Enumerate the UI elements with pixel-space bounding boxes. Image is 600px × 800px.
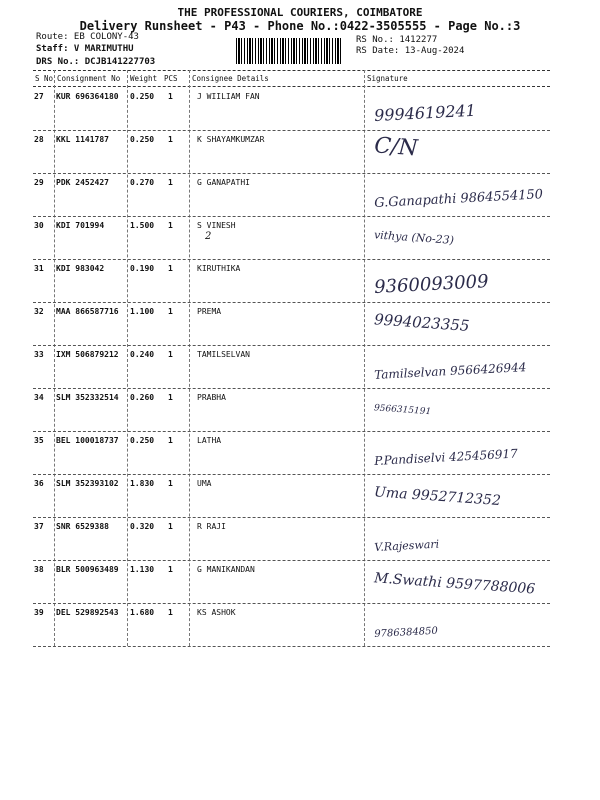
- row-weight: 1.100: [130, 307, 155, 316]
- col-header-sno: S No: [35, 74, 54, 83]
- row-consignee: G GANAPATHI: [197, 178, 250, 187]
- row-consignment-no: PDK 2452427: [56, 178, 109, 187]
- row-consignee: K SHAYAMKUMZAR: [197, 135, 265, 144]
- signature-text: V.Rajeswari: [373, 537, 440, 555]
- col-header-consignment: Consignment No: [57, 74, 121, 83]
- signature-text: M.Swathi 9597788006: [373, 570, 536, 598]
- row-sno: 38: [34, 565, 44, 574]
- row-weight: 0.250: [130, 92, 155, 101]
- row-sno: 34: [34, 393, 44, 402]
- row-pcs: 1: [168, 307, 173, 316]
- handwritten-signature: [370, 133, 570, 173]
- table-row: [0, 217, 600, 260]
- col-header-pcs: PCS: [164, 74, 178, 83]
- col-header-weight: Weight: [130, 74, 158, 83]
- row-consignment-no: SLM 352393102: [56, 479, 119, 488]
- row-sno: 28: [34, 135, 44, 144]
- handwritten-signature: [370, 606, 570, 646]
- row-sno: 36: [34, 479, 44, 488]
- table-row: [0, 303, 600, 346]
- handwritten-signature: [370, 434, 570, 474]
- header-bottom-rule: [33, 86, 550, 87]
- handwritten-signature: [370, 219, 570, 259]
- row-sno: 30: [34, 221, 44, 230]
- handwritten-signature: [370, 563, 570, 603]
- row-consignee: UMA: [197, 479, 212, 488]
- row-sno: 29: [34, 178, 44, 187]
- signature-text: 9786384850: [374, 625, 439, 641]
- row-weight: 1.130: [130, 565, 155, 574]
- row-consignee: KS ASHOK: [197, 608, 236, 617]
- row-consignment-no: SLM 352332514: [56, 393, 119, 402]
- barcode: [236, 38, 342, 64]
- row-consignment-no: DEL 529892543: [56, 608, 119, 617]
- row-consignee: G MANIKANDAN: [197, 565, 255, 574]
- header-top-rule: [33, 70, 550, 71]
- handwritten-signature: [370, 262, 570, 302]
- rs-date: RS Date: 13-Aug-2024: [356, 46, 465, 56]
- row-weight: 0.270: [130, 178, 155, 187]
- row-consignee: R RAJI: [197, 522, 226, 531]
- row-consignment-no: SNR 6529388: [56, 522, 109, 531]
- row-weight: 0.320: [130, 522, 155, 531]
- signature-text: Tamilselvan 9566426944: [373, 360, 527, 383]
- rs-number: RS No.: 1412277: [356, 35, 438, 45]
- row-pcs: 1: [168, 350, 173, 359]
- handwritten-signature: [370, 90, 570, 130]
- route-label: Route: EB COLONY-43: [36, 32, 139, 42]
- row-sno: 31: [34, 264, 44, 273]
- staff-label: Staff: V MARIMUTHU: [36, 44, 134, 54]
- table-row: [0, 88, 600, 131]
- row-sno: 39: [34, 608, 44, 617]
- row-sno: 37: [34, 522, 44, 531]
- col-header-signature: Signature: [367, 74, 408, 83]
- row-pcs: 1: [168, 135, 173, 144]
- row-pcs: 1: [168, 608, 173, 617]
- handwritten-signature: [370, 348, 570, 388]
- row-consignee: S VINESH: [197, 221, 236, 230]
- signature-text: vithya (No-23): [373, 228, 455, 247]
- company-title: THE PROFESSIONAL COURIERS, COIMBATORE: [177, 6, 423, 19]
- signature-text: Uma 9952712352: [373, 484, 502, 510]
- handwritten-signature: [370, 305, 570, 345]
- row-pcs: 1: [168, 178, 173, 187]
- row-pcs: 1: [168, 92, 173, 101]
- row-consignment-no: IXM 506879212: [56, 350, 119, 359]
- row-pcs: 1: [168, 221, 173, 230]
- row-pcs: 1: [168, 436, 173, 445]
- row-sno: 35: [34, 436, 44, 445]
- row-consignment-no: MAA 866587716: [56, 307, 119, 316]
- table-row: [0, 518, 600, 561]
- signature-text: G.Ganapathi 9864554150: [373, 187, 544, 212]
- row-weight: 0.240: [130, 350, 155, 359]
- row-weight: 0.260: [130, 393, 155, 402]
- table-row: [0, 260, 600, 303]
- row-consignment-no: BEL 100018737: [56, 436, 119, 445]
- row-consignee: TAMILSELVAN: [197, 350, 250, 359]
- table-row: [0, 561, 600, 604]
- handwritten-signature: [370, 391, 570, 431]
- row-separator: [33, 646, 550, 647]
- row-weight: 1.830: [130, 479, 155, 488]
- row-pcs: 1: [168, 393, 173, 402]
- row-consignee: PREMA: [197, 307, 222, 316]
- handwritten-signature: [370, 477, 570, 517]
- table-row: [0, 389, 600, 432]
- row-pcs: 1: [168, 522, 173, 531]
- table-row: [0, 475, 600, 518]
- row-consignee: J WIILIAM FAN: [197, 92, 260, 101]
- row-consignment-no: KKL 1141787: [56, 135, 109, 144]
- signature-text: C/N: [373, 133, 419, 162]
- signature-text: P.Pandiselvi 425456917: [373, 446, 519, 469]
- table-row: [0, 432, 600, 475]
- row-pcs: 1: [168, 479, 173, 488]
- row-consignee: PRABHA: [197, 393, 226, 402]
- row-consignee: KIRUTHIKA: [197, 264, 241, 273]
- col-header-consignee: Consignee Details: [192, 74, 269, 83]
- handwritten-signature: [370, 176, 570, 216]
- row-consignee-note: 2: [205, 231, 212, 242]
- drs-number: DRS No.: DCJB141227703: [36, 57, 156, 67]
- row-consignment-no: KDI 701994: [56, 221, 105, 230]
- table-row: [0, 131, 600, 174]
- row-weight: 1.500: [130, 221, 155, 230]
- runsheet-subtitle: Delivery Runsheet - P43 - Phone No.:0422-3505555 - Page No.:3: [79, 19, 521, 33]
- row-sno: 32: [34, 307, 44, 316]
- table-row: [0, 604, 600, 647]
- row-sno: 33: [34, 350, 44, 359]
- signature-text: 9994619241: [373, 100, 477, 126]
- row-consignee: LATHA: [197, 436, 222, 445]
- row-weight: 0.190: [130, 264, 155, 273]
- row-consignment-no: KUR 696364180: [56, 92, 119, 101]
- row-consignment-no: KDI 983042: [56, 264, 105, 273]
- row-consignment-no: BLR 500963489: [56, 565, 119, 574]
- row-pcs: 1: [168, 264, 173, 273]
- row-sno: 27: [34, 92, 44, 101]
- signature-text: 9994023355: [373, 310, 470, 335]
- signature-text: 9566315191: [373, 403, 432, 418]
- row-weight: 0.250: [130, 436, 155, 445]
- row-weight: 1.680: [130, 608, 155, 617]
- table-row: [0, 174, 600, 217]
- handwritten-signature: [370, 520, 570, 560]
- signature-text: 9360093009: [373, 271, 490, 299]
- row-weight: 0.250: [130, 135, 155, 144]
- row-pcs: 1: [168, 565, 173, 574]
- table-row: [0, 346, 600, 389]
